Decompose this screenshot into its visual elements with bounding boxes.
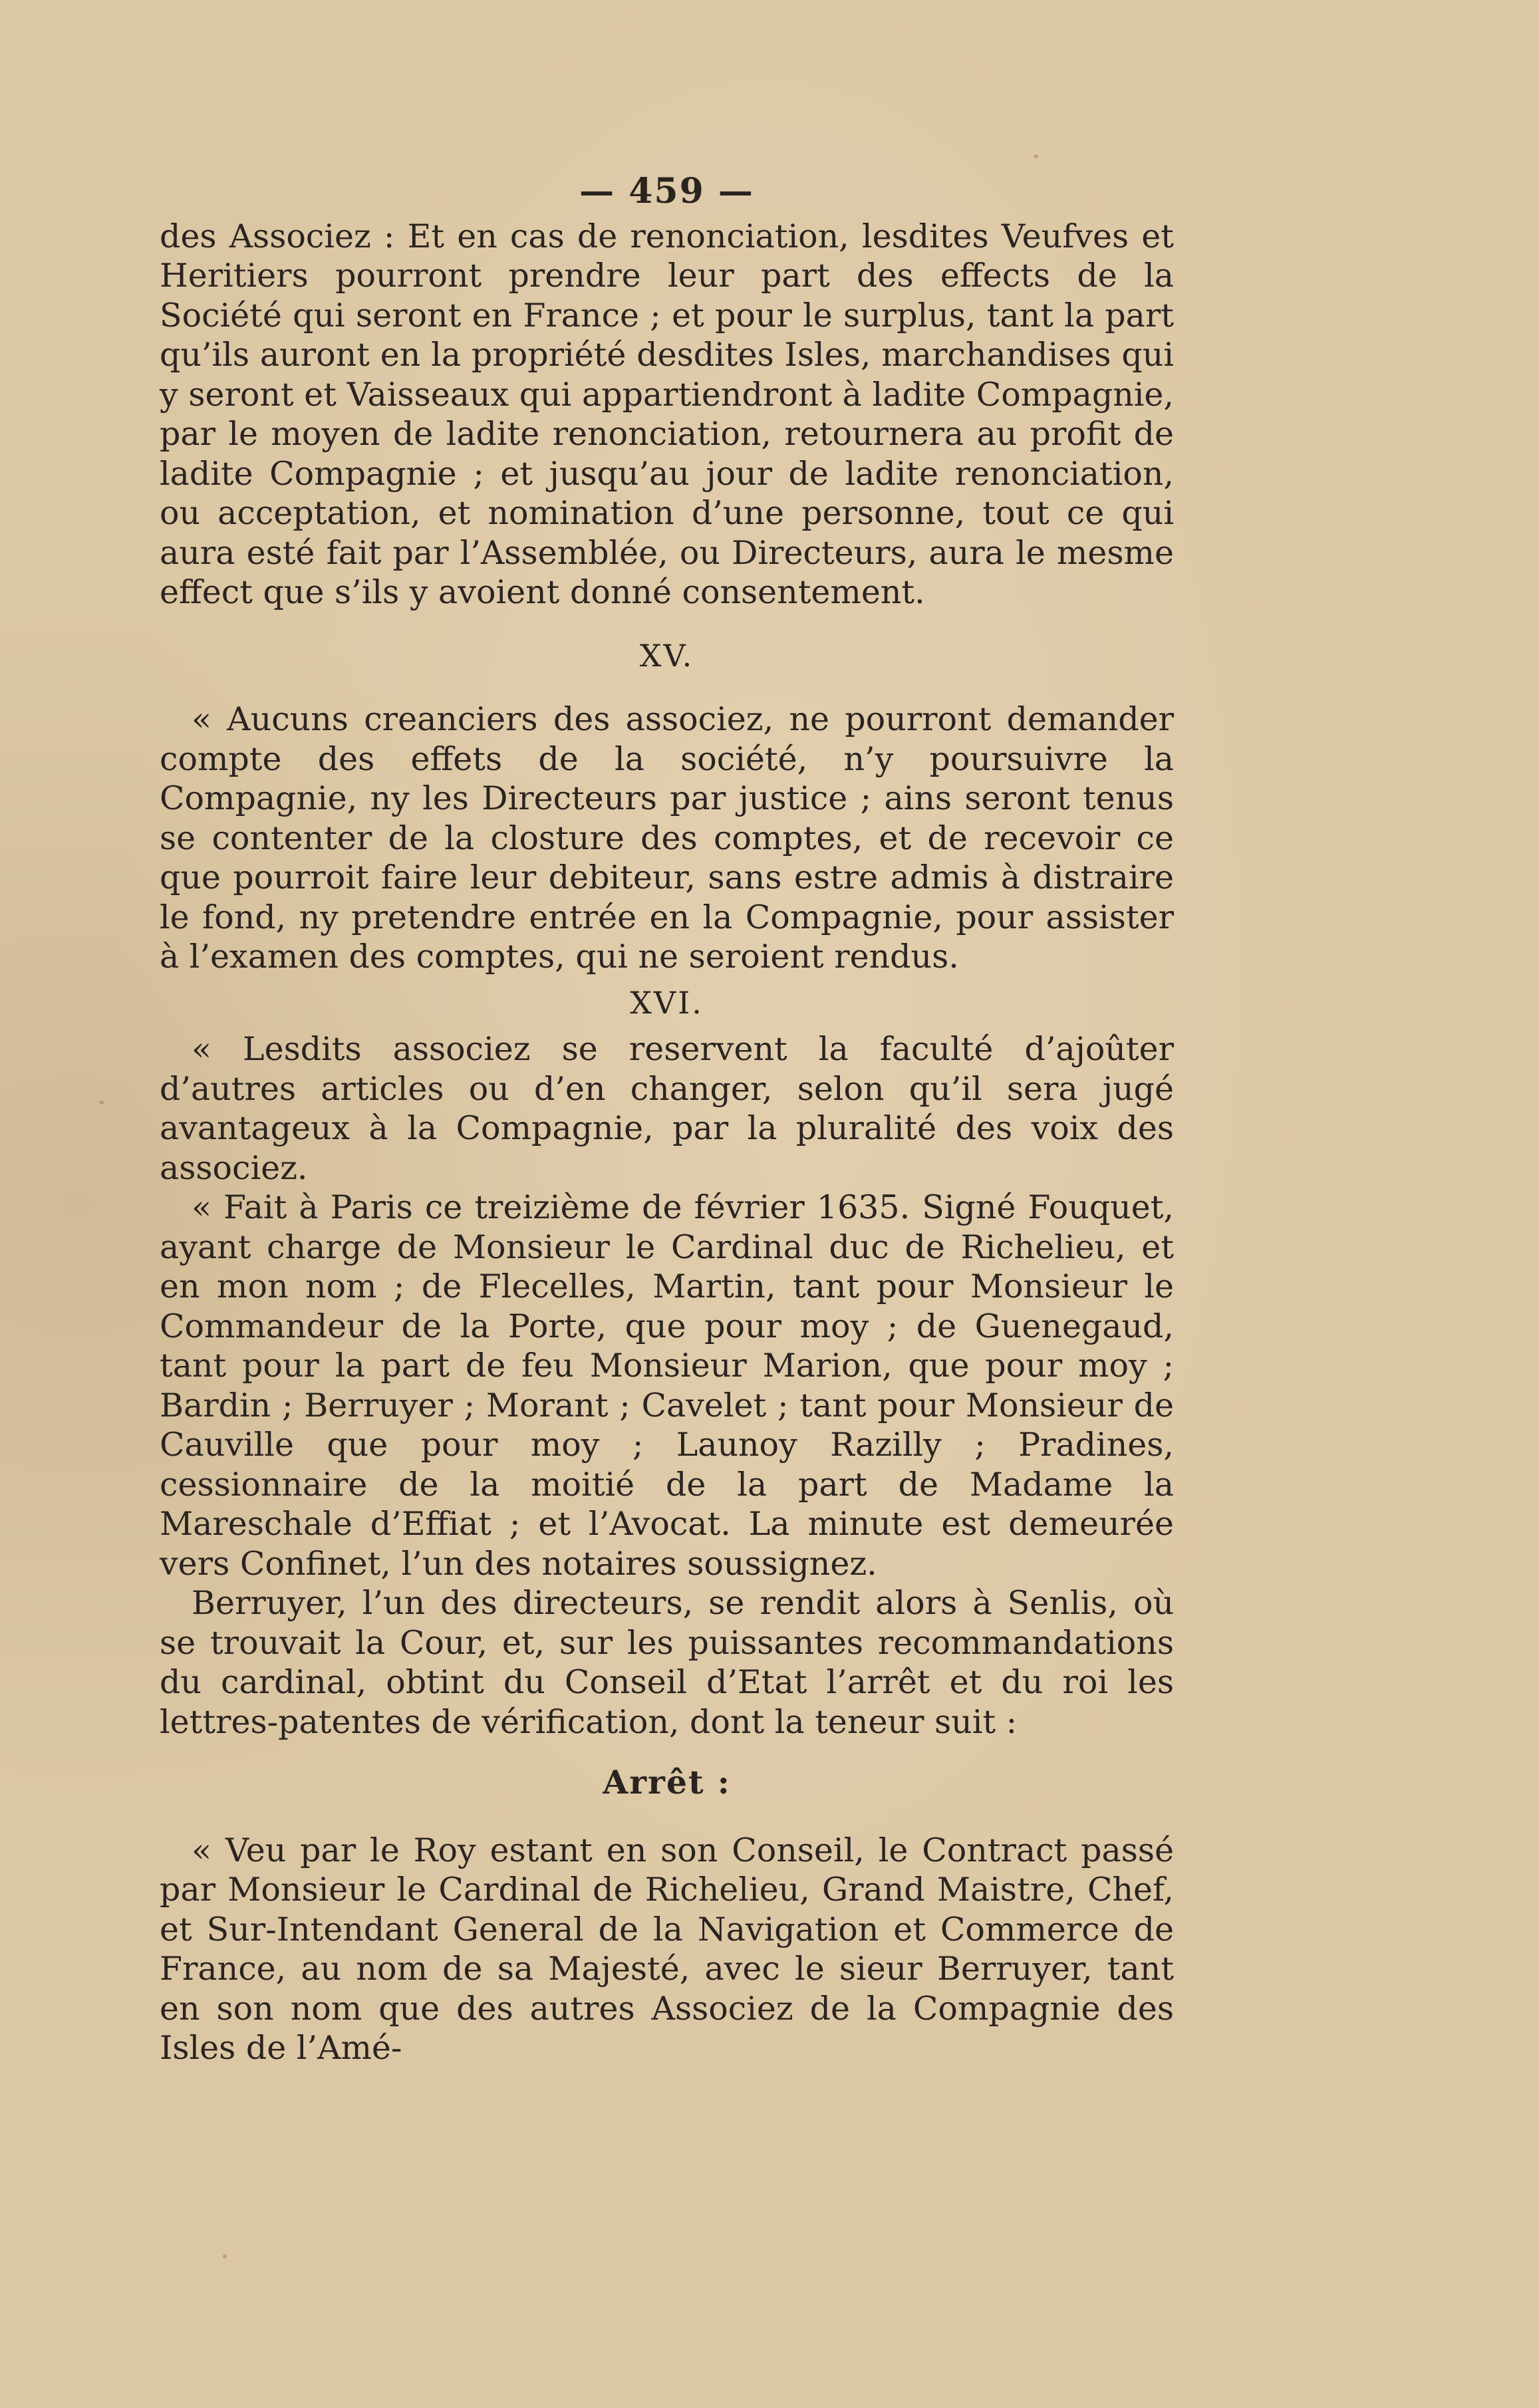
paragraph-signatures: « Fait à Paris ce treizième de février 1635. Signé Fouquet, ayant charge de Monsieur le Cardinal duc de Richelieu, et en mon nom ; de Flecelles, Martin, tant pour Monsieur le Commandeur de la Porte, que pour moy ; de Guenegaud, tant pour la part de feu Monsieur Marion, que pour moy ; Bardin ; Berruyer ; Morant ; Cavelet ; tant pour Monsieur de Cauville que pour moy ; Launoy Razilly ; Pradines, cessionnaire de la moitié de la part de Madame la Mareschale d’Effiat ; et l’Avocat. La minute est demeurée vers Confinet, l’un des notaires soussignez. [160, 1188, 1174, 1583]
page-content [160, 172, 1174, 2068]
paragraph-article-xvi: « Lesdits associez se reservent la faculté d’ajoûter d’autres articles ou d’en changer, selon qu’il sera jugé avantageux à la Compagnie, par la pluralité des voix des associez. [160, 1030, 1174, 1187]
paragraph-article-xv: « Aucuns creanciers des associez, ne pourront demander compte des effets de la société, n’y poursuivre la Compagnie, ny les Directeurs par justice ; ains seront tenus se contenter de la closture des comptes, et de recevoir ce que pourroit faire leur debiteur, sans estre admis à distraire le fond, ny pretendre entrée en la Compagnie, pour assister à l’examen des comptes, qui ne seroient rendus. [160, 700, 1174, 976]
section-heading-arret: Arrêt : [603, 1763, 731, 1802]
paragraph-narrative: Berruyer, l’un des directeurs, se rendit alors à Senlis, où se trouvait la Cour, et, sur les puissantes recommandations du cardinal, obtint du Conseil d’Etat l’arrêt et du roi les lettres-patentes de vérification, dont la teneur suit : [160, 1584, 1174, 1741]
section-heading-xv: XV. [639, 637, 694, 674]
ink-spot [100, 1101, 104, 1105]
section-heading-xvi: XVI. [630, 984, 704, 1021]
ink-spot [223, 2254, 227, 2258]
ink-spot [1034, 154, 1038, 158]
page-number: — 459 — [579, 171, 754, 211]
paragraph-continuation: des Associez : Et en cas de renonciation, lesdites Veufves et Heritiers pourront prendre leur part des effects de la Société qui seront en France ; et pour le surplus, tant la part qu’ils auront en la propriété desdites Isles, marchandises qui y seront et Vaisseaux qui appartiendront à ladite Compagnie, par le moyen de ladite renonciation, retournera au profit de ladite Compagnie ; et jusqu’au jour de ladite renonciation, ou acceptation, et nomination d’une personne, tout ce qui aura esté fait par l’Assemblée, ou Directeurs, aura le mesme effect que s’ils y avoient donné consentement. [160, 217, 1174, 611]
paragraph-arret-text: « Veu par le Roy estant en son Conseil, le Contract passé par Monsieur le Cardinal de Richelieu, Grand Maistre, Chef, et Sur-Intendant General de la Navigation et Commerce de France, au nom de sa Majesté, avec le sieur Berruyer, tant en son nom que des autres Associez de la Compagnie des Isles de l’Amé- [160, 1831, 1174, 2067]
